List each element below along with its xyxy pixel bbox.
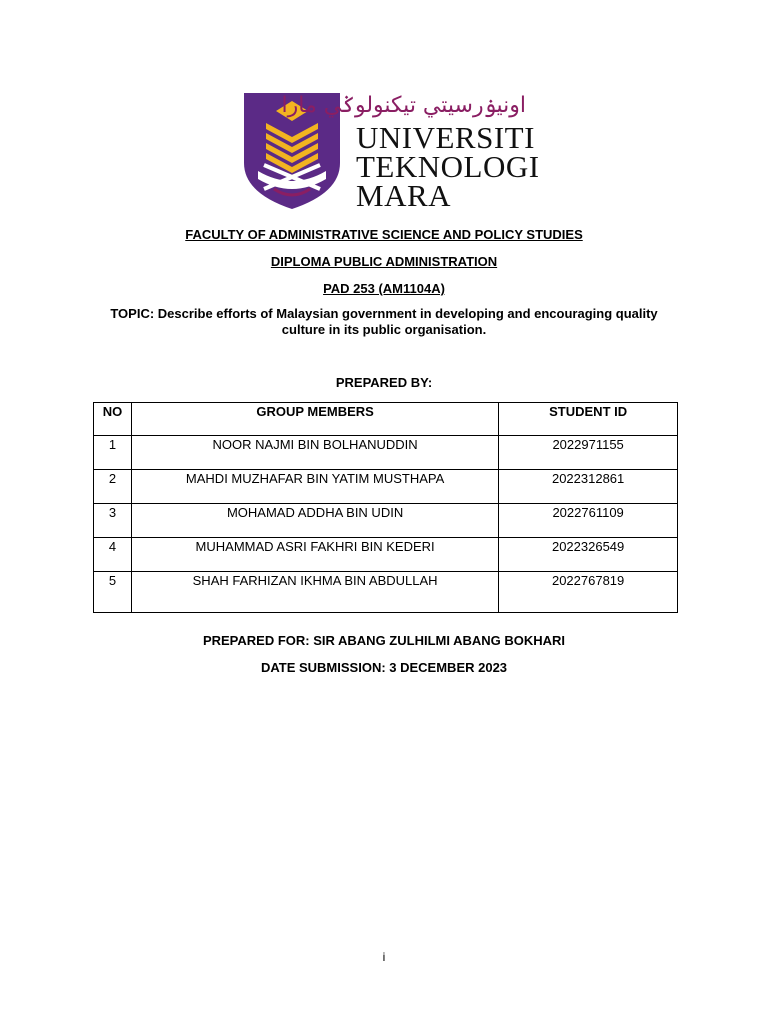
header-student-id: STUDENT ID (499, 403, 678, 436)
table-row (94, 572, 678, 613)
row-no: 5 (94, 572, 132, 613)
row-member-name: MOHAMAD ADDHA BIN UDIN (131, 504, 498, 538)
row-member-name: MUHAMMAD ASRI FAKHRI BIN KEDERI (131, 538, 498, 572)
table-row (94, 436, 678, 470)
logo-jawi-text: اونيۏرسيتي تيكنولوݢي مارا (281, 93, 526, 118)
page-number: i (382, 950, 386, 964)
faculty-heading: FACULTY OF ADMINISTRATIVE SCIENCE AND POLICY STUDIES (185, 227, 583, 242)
row-student-id: 2022761109 (499, 504, 678, 538)
prepared-for: PREPARED FOR: SIR ABANG ZULHILMI ABANG BOKHARI (202, 633, 566, 648)
row-member-name: SHAH FARHIZAN IKHMA BIN ABDULLAH (131, 572, 498, 613)
table-row (94, 504, 678, 538)
group-members-table (93, 402, 678, 613)
uitm-logo (244, 93, 540, 213)
header-group-members: GROUP MEMBERS (131, 403, 498, 436)
row-no: 2 (94, 470, 132, 504)
row-no: 3 (94, 504, 132, 538)
row-member-name: NOOR NAJMI BIN BOLHANUDDIN (131, 436, 498, 470)
row-student-id: 2022326549 (499, 538, 678, 572)
table-row (94, 538, 678, 572)
row-member-name: MAHDI MUZHAFAR BIN YATIM MUSTHAPA (131, 470, 498, 504)
row-no: 4 (94, 538, 132, 572)
prepared-by-label: PREPARED BY: (335, 375, 433, 390)
logo-word-mara: MARA (356, 178, 452, 213)
course-code: PAD 253 (AM1104A) (323, 281, 445, 296)
table-row (94, 470, 678, 504)
row-student-id: 2022767819 (499, 572, 678, 613)
row-student-id: 2022312861 (499, 470, 678, 504)
date-submission: DATE SUBMISSION: 3 DECEMBER 2023 (260, 660, 508, 675)
row-student-id: 2022971155 (499, 436, 678, 470)
topic-statement: TOPIC: Describe efforts of Malaysian government in developing and encouraging quality culture in its public organisation. (110, 306, 658, 337)
logo-word-teknologi: TEKNOLOGI (356, 149, 540, 184)
row-no: 1 (94, 436, 132, 470)
table-header-row (94, 403, 678, 436)
logo-word-universiti: UNIVERSITI (356, 120, 535, 155)
program-heading: DIPLOMA PUBLIC ADMINISTRATION (270, 254, 498, 269)
header-no: NO (94, 403, 132, 436)
